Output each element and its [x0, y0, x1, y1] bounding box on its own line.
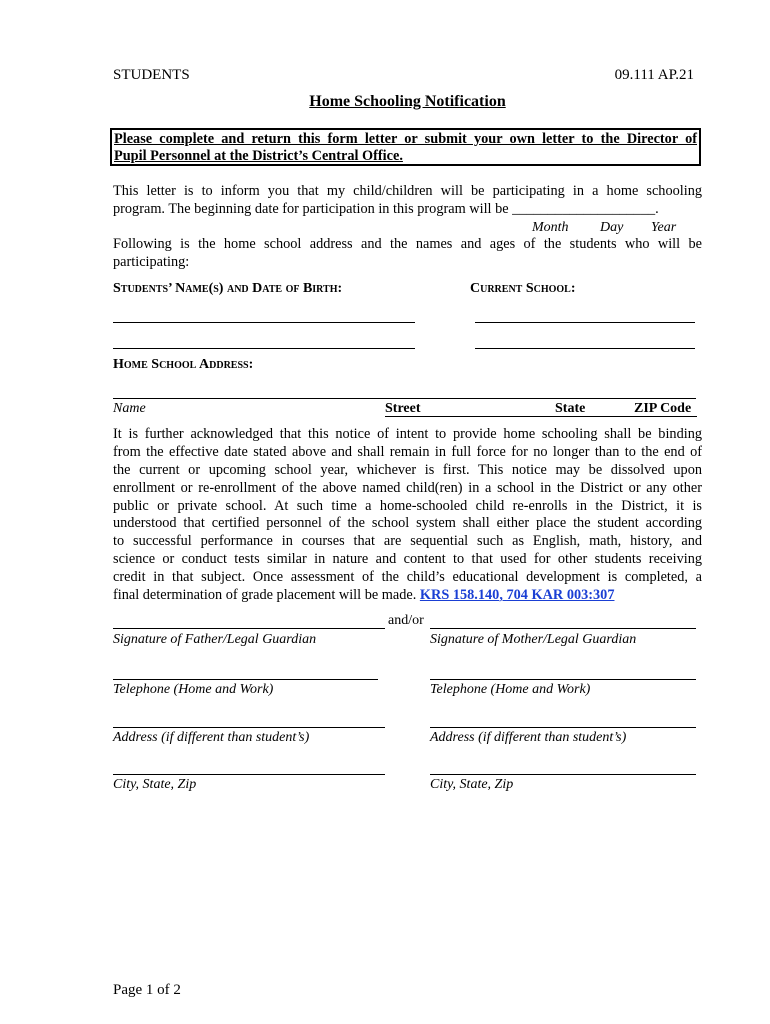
telephone-left-line[interactable]	[113, 679, 378, 680]
address-street-label: Street	[385, 401, 421, 416]
city-right-line[interactable]	[430, 774, 696, 775]
intro-line-3: Following is the home school address and the names and ages of the students who will be	[113, 236, 702, 252]
date-label-month: Month	[532, 220, 569, 235]
notice-line-2: Pupil Personnel at the District’s Central Office.	[114, 148, 403, 164]
krs-link[interactable]: KRS 158.140	[419, 587, 500, 603]
home-address-label: Home School Address:	[113, 357, 254, 372]
telephone-right-label: Telephone (Home and Work)	[430, 682, 591, 697]
notice-box	[110, 128, 701, 166]
mother-signature-line[interactable]	[430, 628, 696, 629]
intro-line-4: participating:	[113, 254, 190, 270]
intro-line-2: program. The beginning date for participation in this program will be ____________________.	[113, 201, 659, 217]
student-name-line-1[interactable]	[113, 322, 415, 323]
address-state-label: State	[555, 401, 586, 416]
father-signature-line[interactable]	[113, 628, 385, 629]
ack-line-5: public or private school. At such time a home-schooled child re-enrolls in the District, it is	[113, 498, 702, 514]
ack-line-10	[113, 587, 614, 605]
city-left-line[interactable]	[113, 774, 385, 775]
ack-line-3: the current or upcoming school year, whichever is first. This notice may be dissolved upon	[113, 462, 702, 478]
students-label: Students’ Name(s) and Date of Birth:	[113, 281, 343, 296]
date-label-day: Day	[600, 220, 624, 235]
ack-line-6: understood that certified personnel of the school system shall either place the student according	[113, 515, 702, 531]
student-name-line-2[interactable]	[113, 348, 415, 349]
ack-line-2: from the effective date stated above and shall remain in full force for no longer than to the end of	[113, 444, 702, 460]
header-right: 09.111 AP.21	[614, 67, 694, 83]
ack-line-4: enrollment or re-enrollment of the above named child(ren) in a school in the District or any other	[113, 480, 702, 496]
date-label-year: Year	[651, 220, 677, 235]
address-name-label: Name	[113, 401, 146, 416]
address-right-line[interactable]	[430, 727, 696, 728]
mother-signature-label: Signature of Mother/Legal Guardian	[430, 632, 637, 647]
address-left-line[interactable]	[113, 727, 385, 728]
current-school-line-1[interactable]	[475, 322, 695, 323]
intro-line-1: This letter is to inform you that my child/children will be participating in a home schooling	[113, 183, 702, 199]
current-school-label: Current School:	[470, 281, 576, 296]
link-separator: ,	[499, 587, 507, 603]
current-school-line-2[interactable]	[475, 348, 695, 349]
ack-final-text: final determination of grade placement will be made.	[113, 587, 420, 603]
page-title: Home Schooling Notification	[309, 93, 506, 110]
telephone-right-line[interactable]	[430, 679, 696, 680]
ack-line-1: It is further acknowledged that this notice of intent to provide home schooling shall be binding	[113, 426, 702, 442]
kar-link[interactable]: 704 KAR 003:307	[506, 587, 615, 603]
header-left: STUDENTS	[113, 67, 190, 83]
address-left-label: Address (if different than student’s)	[113, 730, 310, 745]
home-address-line[interactable]	[113, 398, 696, 399]
city-left-label: City, State, Zip	[113, 777, 197, 792]
ack-line-9: credit in that subject. Once assessment of the child’s educational development is completed, a	[113, 569, 702, 585]
notice-line-1: Please complete and return this form letter or submit your own letter to the Director of	[114, 131, 697, 147]
telephone-left-label: Telephone (Home and Work)	[113, 682, 274, 697]
address-right-label: Address (if different than student’s)	[430, 730, 627, 745]
andor-text: and/or	[388, 613, 424, 628]
father-signature-label: Signature of Father/Legal Guardian	[113, 632, 317, 647]
page-number: Page 1 of 2	[113, 982, 181, 998]
address-zip-label: ZIP Code	[634, 401, 692, 416]
ack-line-8: science or conduct tests similar in nature and content to that used for other students receiving	[113, 551, 702, 567]
city-right-label: City, State, Zip	[430, 777, 514, 792]
ack-line-7: to successful performance in courses that are sequential such as English, math, history, and	[113, 533, 702, 549]
